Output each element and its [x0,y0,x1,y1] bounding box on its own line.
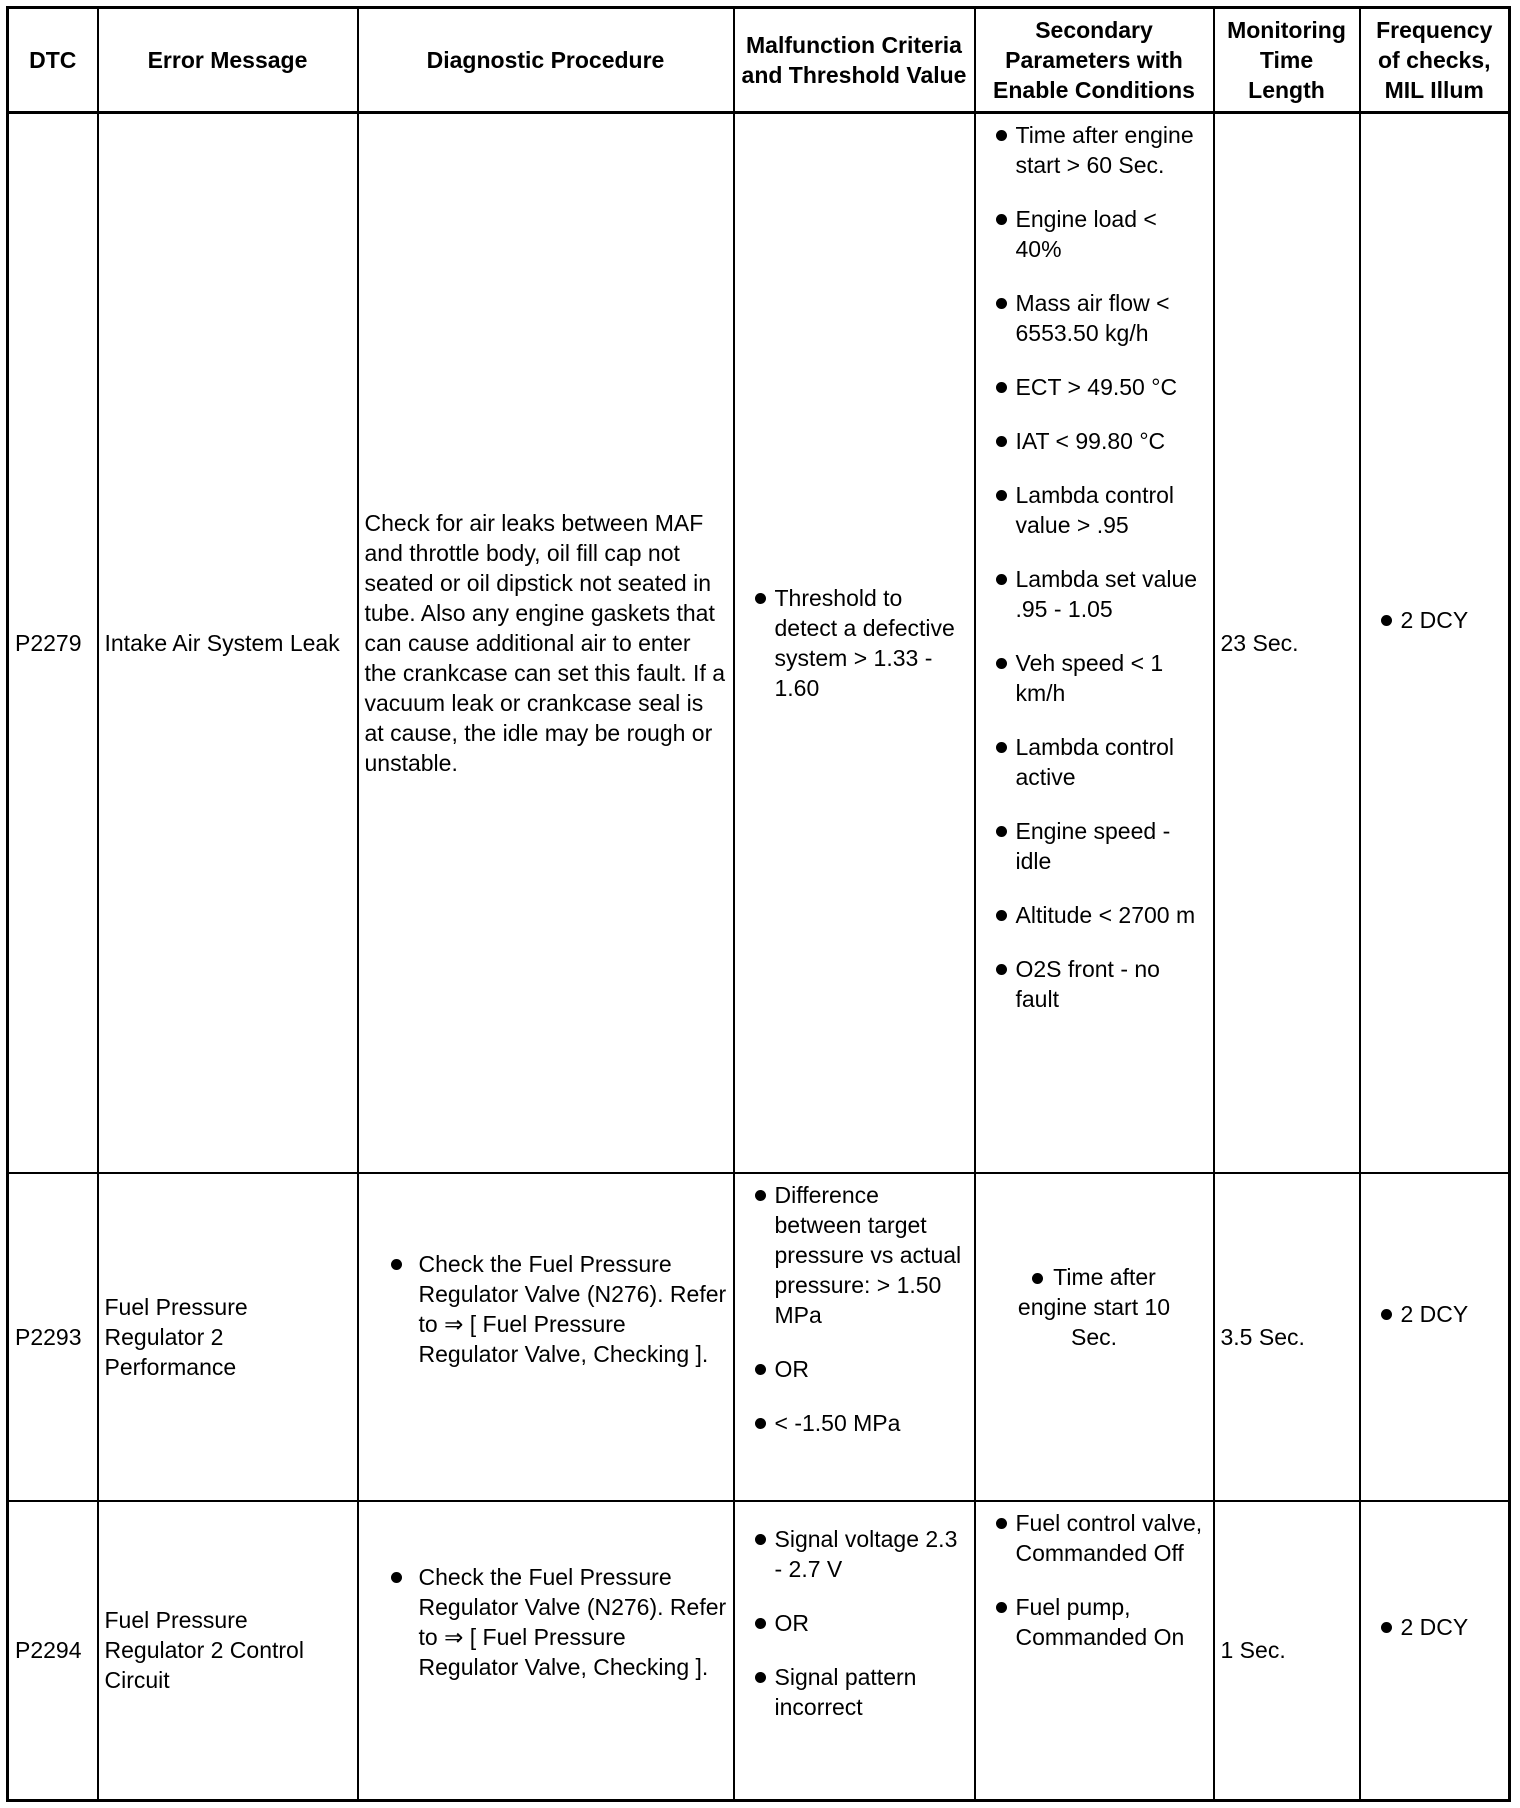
frequency-list [1367,605,1503,635]
secondary-parameters [975,113,1214,1173]
frequency-item: 2 DCY [1367,1299,1503,1329]
bullet-icon [1032,1273,1043,1284]
monitoring-time: 3.5 Sec. [1214,1173,1360,1501]
dtc-table [6,6,1511,1802]
procedure-item: Check the Fuel Pressure Regulator Valve (N276). Refer to ⇒ [ Fuel Pressure Regulator Valve, Checking ]. [365,1562,727,1682]
header-row [8,8,1510,113]
parameter-item: O2S front - no fault [982,954,1207,1014]
malfunction-criteria [734,1501,975,1801]
parameter-item: ECT > 49.50 °C [982,372,1207,402]
criteria-list [741,1180,968,1438]
diagnostic-procedure: Check for air leaks between MAF and throttle body, oil fill cap not seated or oil dipstick not seated in tube. Also any engine gaskets that can cause additional air to enter the crankcase can set this fault. If a vacuum leak or crankcase seal is at cause, the idle may be rough or unstable. [358,113,734,1173]
criteria-item: < -1.50 MPa [741,1408,968,1438]
procedure-item: Check the Fuel Pressure Regulator Valve (N276). Refer to ⇒ [ Fuel Pressure Regulator Valve, Checking ]. [365,1249,727,1369]
parameter-item: Lambda set value .95 - 1.05 [982,564,1207,624]
criteria-item: OR [741,1354,968,1384]
frequency [1360,113,1510,1173]
error-message: Intake Air System Leak [98,113,358,1173]
criteria-list [741,1524,968,1722]
diagnostic-procedure [358,1173,734,1501]
parameter-list [982,1508,1207,1652]
header-monitoring-time: Monitoring Time Length [1214,8,1360,113]
header-error-message: Error Message [98,8,358,113]
monitoring-time: 23 Sec. [1214,113,1360,1173]
criteria-item: Signal pattern incorrect [741,1662,968,1722]
parameter-item: Mass air flow < 6553.50 kg/h [982,288,1207,348]
secondary-parameters [975,1501,1214,1801]
criteria-item: Difference between target pressure vs actual pressure: > 1.50 MPa [741,1180,968,1330]
table-row [8,113,1510,1173]
table-row [8,1173,1510,1501]
parameter-item: Time after engine start > 60 Sec. [982,120,1207,180]
header-diagnostic-procedure: Diagnostic Procedure [358,8,734,113]
parameter-item: Engine speed - idle [982,816,1207,876]
criteria-item: Signal voltage 2.3 - 2.7 V [741,1524,968,1584]
criteria-item: Threshold to detect a defective system > 1.33 - 1.60 [741,583,968,703]
error-message: Fuel Pressure Regulator 2 Performance [98,1173,358,1501]
dtc-code: P2294 [8,1501,98,1801]
procedure-list [365,1249,727,1369]
header-secondary-parameters: Secondary Parameters with Enable Conditions [975,8,1214,113]
dtc-code: P2293 [8,1173,98,1501]
malfunction-criteria [734,113,975,1173]
frequency-list [1367,1299,1503,1329]
criteria-list [741,583,968,703]
parameter-item: Lambda control value > .95 [982,480,1207,540]
header-frequency: Frequency of checks, MIL Illum [1360,8,1510,113]
parameter-item: Lambda control active [982,732,1207,792]
frequency-list [1367,1612,1503,1642]
header-malfunction-criteria: Malfunction Criteria and Threshold Value [734,8,975,113]
parameter-item: Fuel pump, Commanded On [982,1592,1207,1652]
frequency [1360,1501,1510,1801]
error-message: Fuel Pressure Regulator 2 Control Circuit [98,1501,358,1801]
monitoring-time: 1 Sec. [1214,1501,1360,1801]
parameter-item: Engine load < 40% [982,204,1207,264]
frequency [1360,1173,1510,1501]
dtc-code: P2279 [8,113,98,1173]
diagnostic-procedure [358,1501,734,1801]
frequency-item: 2 DCY [1367,1612,1503,1642]
secondary-parameters [975,1173,1214,1501]
criteria-item: OR [741,1608,968,1638]
parameter-list [982,120,1207,1014]
procedure-list [365,1562,727,1682]
frequency-item: 2 DCY [1367,605,1503,635]
parameter-item: IAT < 99.80 °C [982,426,1207,456]
malfunction-criteria [734,1173,975,1501]
parameter-item: Fuel control valve, Commanded Off [982,1508,1207,1568]
table-row [8,1501,1510,1801]
parameter-item: Veh speed < 1 km/h [982,648,1207,708]
header-dtc: DTC [8,8,98,113]
parameter-item: Altitude < 2700 m [982,900,1207,930]
parameter-item: Time after engine start 10 Sec. [1017,1263,1171,1350]
